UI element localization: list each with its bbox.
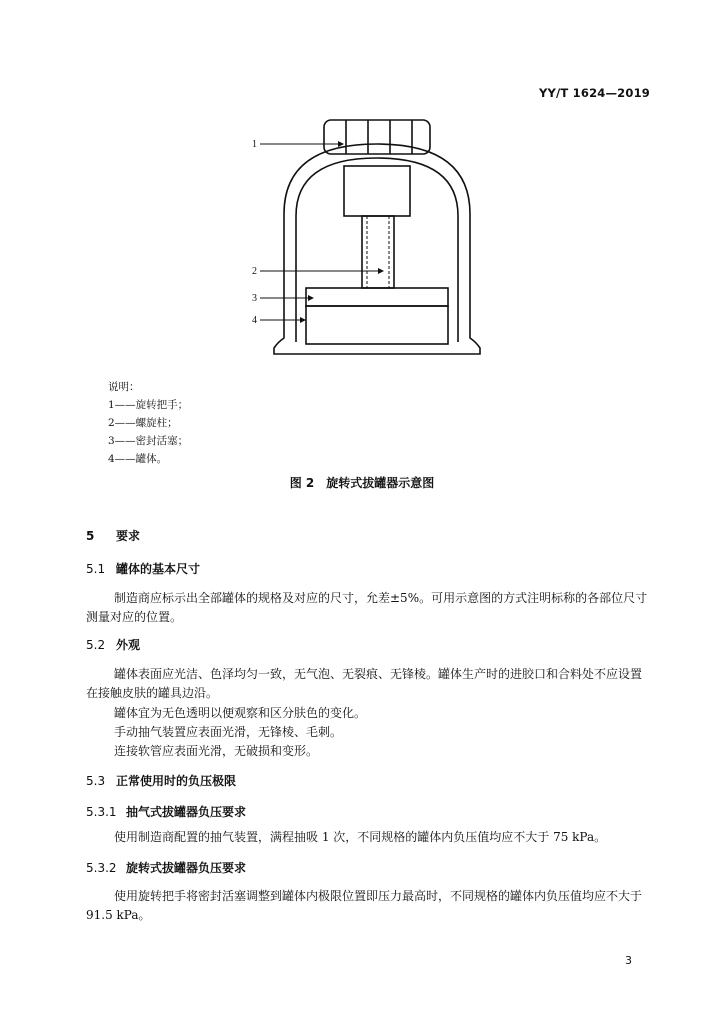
section-5-heading <box>86 527 140 544</box>
section-5-3-1-heading <box>86 803 246 820</box>
rotary-knob <box>324 120 430 154</box>
screw-block <box>344 166 410 216</box>
section-number: 5 <box>86 529 95 543</box>
paragraph-5-2-c: 手动抽气装置应表面光滑，无锋棱、毛刺。 <box>114 725 343 739</box>
callout-4: 4 <box>252 315 257 326</box>
standard-code: YY/T 1624—2019 <box>538 86 650 100</box>
legend-item: 1——旋转把手； <box>108 399 189 411</box>
paragraph-5-3-1: 使用制造商配置的抽气装置，满程抽吸 1 次，不同规格的罐体内负压值均应不大于 75 kPa。 <box>114 830 607 844</box>
section-title: 正常使用时的负压极限 <box>116 774 237 788</box>
legend-item: 3——密封活塞； <box>108 435 189 447</box>
section-number: 5.1 <box>86 562 106 576</box>
figure-legend <box>108 378 188 468</box>
section-5-3-heading <box>86 772 236 789</box>
legend-title: 说明： <box>108 381 140 393</box>
bracket-inner <box>296 158 458 342</box>
paragraph-5-3-2: 使用旋转把手将密封活塞调整到罐体内极限位置即压力最高时，不同规格的罐体内负压值均应不大于 91.5 kPa。 <box>86 889 643 922</box>
section-title: 抽气式拔罐器负压要求 <box>126 805 247 819</box>
sealing-piston <box>306 288 448 306</box>
bracket-outer <box>274 144 480 354</box>
section-number: 5.3.2 <box>86 861 117 875</box>
section-number: 5.2 <box>86 638 106 652</box>
paragraph-5-1: 制造商应标示出全部罐体的规格及对应的尺寸，允差±5%。可用示意图的方式注明标称的各部位尺寸测量对应的位置。 <box>86 591 648 624</box>
section-title: 要求 <box>116 529 141 543</box>
figure-caption-text: 旋转式拔罐器示意图 <box>326 476 435 490</box>
paragraph-5-2-a: 罐体表面应光洁、色泽均匀一致，无气泡、无裂痕、无锋棱。罐体生产时的进胶口和合料处不应设置在接触皮肤的罐具边沿。 <box>86 667 643 700</box>
callout-1: 1 <box>252 139 257 150</box>
section-5-3-2-heading <box>86 859 246 876</box>
section-number: 5.3 <box>86 774 106 788</box>
legend-item: 2——螺旋柱； <box>108 417 178 429</box>
figure-caption-number: 图 2 <box>289 476 315 490</box>
legend-item: 4——罐体。 <box>108 453 168 465</box>
section-number: 5.3.1 <box>86 805 117 819</box>
paragraph-5-2-d: 连接软管应表面光滑，无破损和变形。 <box>114 744 319 758</box>
section-5-1-heading <box>86 560 200 577</box>
cup-body <box>306 306 448 344</box>
rotary-cupping-diagram <box>240 110 490 370</box>
section-title: 旋转式拔罐器负压要求 <box>126 861 247 875</box>
section-title: 罐体的基本尺寸 <box>116 562 201 576</box>
callout-3: 3 <box>252 293 257 304</box>
paragraph-5-2-b: 罐体宜为无色透明以便观察和区分肤色的变化。 <box>114 706 367 720</box>
callout-2: 2 <box>252 266 257 277</box>
figure-caption <box>0 474 724 491</box>
page-number: 3 <box>625 954 632 967</box>
section-5-2-heading <box>86 636 140 653</box>
section-title: 外观 <box>116 638 141 652</box>
